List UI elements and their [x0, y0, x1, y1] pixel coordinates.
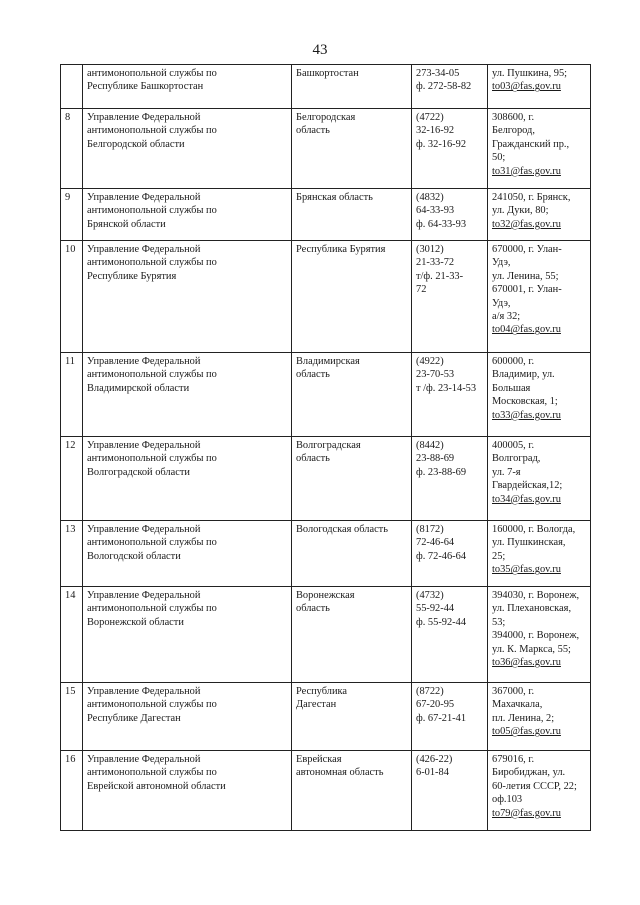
agency-name-line: антимонопольной службы по — [87, 767, 217, 779]
agency-name-line: Управление Федеральной — [87, 244, 201, 255]
email-link[interactable]: to36@fas.gov.ru — [492, 657, 561, 669]
registry-table — [60, 64, 591, 831]
agency-name-line: Белгородской области — [87, 138, 185, 150]
address-line: ул. Пушкина, 95; — [492, 68, 568, 79]
agency-name-line: Еврейской автономной области — [87, 780, 226, 792]
agency-name-cell — [83, 587, 292, 683]
phone-line: (3012) — [416, 244, 444, 255]
phone-line: ф. 72-46-64 — [416, 550, 467, 562]
email-link[interactable]: to04@fas.gov.ru — [492, 324, 561, 336]
phone-line: 55-92-44 — [416, 603, 455, 615]
phone-line: 6-01-84 — [416, 767, 449, 779]
phone-line: 32-16-92 — [416, 125, 455, 137]
agency-name-line: антимонопольной службы по — [87, 453, 217, 465]
region-line: Дагестан — [296, 699, 337, 711]
region-line: Воронежская — [296, 590, 355, 601]
row-number-cell — [61, 587, 83, 683]
region-cell — [292, 587, 412, 683]
region-cell — [292, 65, 412, 109]
row-number-cell — [61, 751, 83, 831]
address-cell — [488, 65, 591, 109]
phone-line: (8722) — [416, 686, 444, 697]
phone-line: (8172) — [416, 524, 444, 535]
address-line: 394000, г. Воронеж, — [492, 630, 580, 642]
row-number-cell — [61, 683, 83, 751]
address-line: Белгород, — [492, 125, 535, 137]
phone-cell — [412, 353, 488, 437]
row-number-cell — [61, 521, 83, 587]
address-cell — [488, 241, 591, 353]
agency-name-line: антимонопольной службы по — [87, 537, 217, 549]
address-line: 60-летия СССР, 22; — [492, 780, 577, 792]
table-row — [61, 437, 591, 521]
agency-name-cell — [83, 189, 292, 241]
phone-line: (4922) — [416, 356, 444, 367]
agency-name-line: Управление Федеральной — [87, 590, 201, 601]
region-line: Еврейская — [296, 754, 342, 765]
phone-line: (426-22) — [416, 754, 453, 765]
region-line: Вологодская область — [296, 524, 388, 535]
address-line: 25; — [492, 550, 506, 562]
table-row — [61, 683, 591, 751]
address-line: Большая — [492, 382, 531, 394]
address-line: 308600, г. — [492, 112, 535, 123]
agency-name-line: Республике Башкортостан — [87, 81, 204, 93]
row-number: 9 — [65, 192, 71, 203]
address-line: ул. К. Маркса, 55; — [492, 643, 571, 655]
phone-line: ф. 64-33-93 — [416, 218, 467, 230]
region-line: Белгородская — [296, 112, 356, 123]
table-row — [61, 521, 591, 587]
email-link[interactable]: to34@fas.gov.ru — [492, 493, 561, 505]
address-line: 367000, г. — [492, 686, 535, 697]
email-link[interactable]: to79@fas.gov.ru — [492, 807, 561, 819]
row-number: 8 — [65, 112, 71, 123]
phone-line: 273-34-05 — [416, 68, 460, 79]
agency-name-line: антимонопольной службы по — [87, 257, 217, 269]
row-number-cell — [61, 189, 83, 241]
phone-line: ф. 67-21-41 — [416, 712, 467, 724]
address-line: 160000, г. Вологда, — [492, 524, 576, 535]
address-line: Удэ, — [492, 257, 511, 269]
address-cell — [488, 189, 591, 241]
agency-name-line: антимонопольной службы по — [87, 603, 217, 615]
email-link[interactable]: to31@fas.gov.ru — [492, 165, 561, 177]
address-line: Удэ, — [492, 297, 511, 309]
phone-line: 72-46-64 — [416, 537, 455, 549]
phone-line: (4722) — [416, 112, 444, 123]
row-number: 10 — [65, 244, 76, 255]
agency-name-line: Управление Федеральной — [87, 524, 201, 535]
address-line: ул. Плехановская, — [492, 603, 572, 615]
address-line: а/я 32; — [492, 311, 521, 323]
phone-cell — [412, 587, 488, 683]
table-row — [61, 587, 591, 683]
region-line: Республика — [296, 686, 348, 697]
region-line: Брянская область — [296, 192, 373, 203]
agency-name-line: Управление Федеральной — [87, 112, 201, 123]
email-link[interactable]: to33@fas.gov.ru — [492, 409, 561, 421]
address-cell — [488, 587, 591, 683]
agency-name-cell — [83, 751, 292, 831]
address-line: ул. 7-я — [492, 466, 521, 478]
agency-name-line: Управление Федеральной — [87, 440, 201, 451]
phone-cell — [412, 683, 488, 751]
email-link[interactable]: to03@fas.gov.ru — [492, 81, 561, 93]
address-line: Гражданский пр., — [492, 138, 570, 150]
address-line: 53; — [492, 616, 506, 628]
agency-name-line: антимонопольной службы по — [87, 205, 217, 217]
phone-line: (8442) — [416, 440, 444, 451]
region-line: автономная область — [296, 767, 384, 779]
agency-name-line: Владимирской области — [87, 382, 190, 394]
address-line: ул. Пушкинская, — [492, 537, 566, 549]
agency-name-line: Вологодской области — [87, 550, 181, 562]
email-link[interactable]: to35@fas.gov.ru — [492, 564, 561, 576]
address-line: 50; — [492, 152, 506, 164]
email-link[interactable]: to32@fas.gov.ru — [492, 218, 561, 230]
region-line: Волгоградская — [296, 440, 361, 451]
row-number: 15 — [65, 686, 76, 697]
row-number: 16 — [65, 754, 76, 765]
region-line: область — [296, 453, 330, 465]
address-line: Волгоград, — [492, 453, 541, 465]
region-cell — [292, 189, 412, 241]
phone-cell — [412, 437, 488, 521]
region-cell — [292, 437, 412, 521]
region-cell — [292, 353, 412, 437]
address-line: 600000, г. — [492, 356, 535, 367]
row-number: 11 — [65, 356, 76, 367]
region-line: область — [296, 603, 330, 615]
agency-name-line: антимонопольной службы по — [87, 125, 217, 137]
phone-line: 23-70-53 — [416, 369, 455, 381]
phone-line: 67-20-95 — [416, 699, 455, 711]
phone-line: ф. 272-58-82 — [416, 81, 472, 93]
table-row — [61, 189, 591, 241]
agency-name-cell — [83, 521, 292, 587]
address-line: Владимир, ул. — [492, 369, 555, 381]
phone-line: т /ф. 23-14-53 — [416, 382, 477, 394]
region-line: Владимирская — [296, 356, 360, 367]
address-line: 394030, г. Воронеж, — [492, 590, 580, 601]
table-row — [61, 109, 591, 189]
agency-name-cell — [83, 437, 292, 521]
table-row — [61, 751, 591, 831]
address-line: Гвардейская,12; — [492, 480, 563, 492]
agency-name-line: антимонопольной службы по — [87, 68, 217, 79]
address-line: 400005, г. — [492, 440, 535, 451]
address-line: ул. Ленина, 55; — [492, 270, 559, 282]
agency-name-line: антимонопольной службы по — [87, 699, 217, 711]
phone-cell — [412, 751, 488, 831]
agency-name-cell — [83, 241, 292, 353]
phone-line: 21-33-72 — [416, 257, 455, 269]
address-line: Московская, 1; — [492, 396, 558, 408]
agency-name-line: Воронежской области — [87, 616, 184, 628]
address-line: 670000, г. Улан- — [492, 244, 562, 255]
agency-name-line: Волгоградской области — [87, 466, 190, 478]
address-cell — [488, 353, 591, 437]
page-number: 43 — [312, 42, 328, 58]
agency-name-line: Управление Федеральной — [87, 356, 201, 367]
phone-line: ф. 55-92-44 — [416, 616, 467, 628]
region-line: Республика Бурятия — [296, 244, 386, 255]
agency-name-line: антимонопольной службы по — [87, 369, 217, 381]
agency-name-line: Управление Федеральной — [87, 192, 201, 203]
address-line: 670001, г. Улан- — [492, 284, 562, 296]
region-cell — [292, 241, 412, 353]
row-number-cell — [61, 353, 83, 437]
address-cell — [488, 437, 591, 521]
phone-cell — [412, 241, 488, 353]
agency-name-line: Брянской области — [87, 218, 166, 230]
email-link[interactable]: to05@fas.gov.ru — [492, 726, 561, 738]
phone-cell — [412, 109, 488, 189]
address-line: оф.103 — [492, 794, 523, 806]
region-line: область — [296, 369, 330, 381]
row-number: 14 — [65, 590, 76, 601]
region-cell — [292, 521, 412, 587]
phone-cell — [412, 65, 488, 109]
address-line: 679016, г. — [492, 754, 535, 765]
row-number-cell — [61, 241, 83, 353]
row-number-cell — [61, 109, 83, 189]
address-cell — [488, 751, 591, 831]
agency-name-line: Республике Дагестан — [87, 712, 181, 724]
agency-name-cell — [83, 683, 292, 751]
phone-line: 23-88-69 — [416, 453, 455, 465]
phone-line: ф. 32-16-92 — [416, 138, 467, 150]
address-line: ул. Дуки, 80; — [492, 205, 549, 217]
phone-cell — [412, 189, 488, 241]
table-row — [61, 353, 591, 437]
phone-line: т/ф. 21-33- — [416, 270, 464, 282]
agency-name-line: Управление Федеральной — [87, 754, 201, 765]
registry-rows — [61, 65, 591, 831]
phone-line: ф. 23-88-69 — [416, 466, 467, 478]
region-line: область — [296, 125, 330, 137]
row-number: 13 — [65, 524, 76, 535]
agency-name-cell — [83, 65, 292, 109]
address-line: Махачкала, — [492, 699, 543, 711]
address-line: 241050, г. Брянск, — [492, 192, 571, 203]
row-number-cell — [61, 65, 83, 109]
table-row — [61, 241, 591, 353]
phone-line: 72 — [416, 284, 427, 296]
address-cell — [488, 109, 591, 189]
address-cell — [488, 683, 591, 751]
agency-name-cell — [83, 353, 292, 437]
phone-cell — [412, 521, 488, 587]
region-cell — [292, 109, 412, 189]
address-line: Биробиджан, ул. — [492, 767, 566, 779]
region-cell — [292, 683, 412, 751]
phone-line: (4832) — [416, 192, 444, 203]
row-number: 12 — [65, 440, 76, 451]
agency-name-line: Управление Федеральной — [87, 686, 201, 697]
agency-name-cell — [83, 109, 292, 189]
address-line: пл. Ленина, 2; — [492, 712, 555, 724]
phone-line: (4732) — [416, 590, 444, 601]
phone-line: 64-33-93 — [416, 205, 455, 217]
table-row — [61, 65, 591, 109]
row-number-cell — [61, 437, 83, 521]
agency-name-line: Республике Бурятия — [87, 270, 177, 282]
region-line: Башкортостан — [296, 68, 359, 79]
region-cell — [292, 751, 412, 831]
address-cell — [488, 521, 591, 587]
